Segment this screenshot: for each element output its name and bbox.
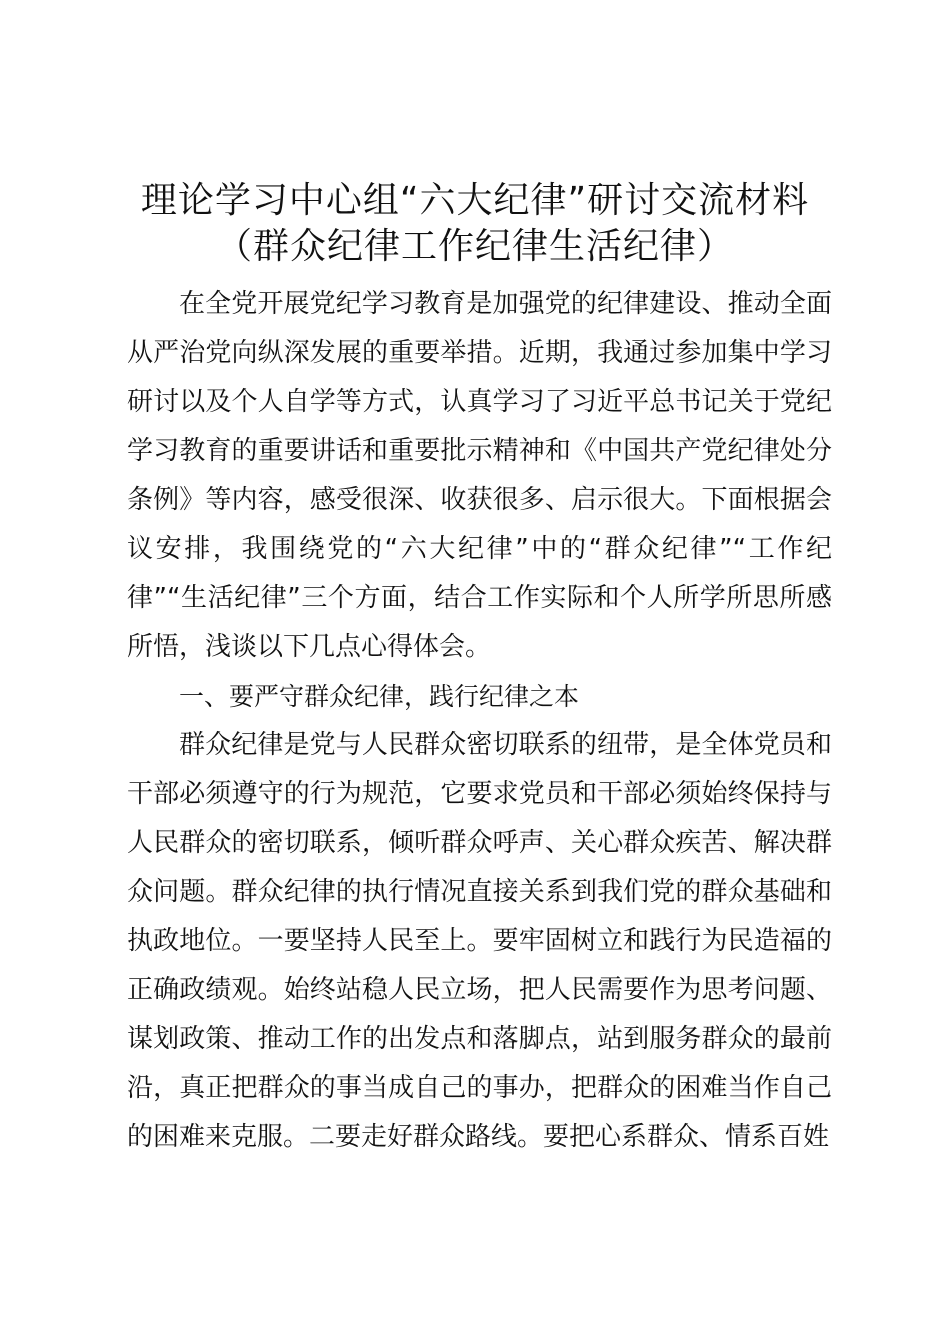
section-paragraph: 群众纪律是党与人民群众密切联系的纽带，是全体党员和干部必须遵守的行为规范，它要求党员和干部必须始终保持与人民群众的密切联系，倾听群众呼声、关心群众疾苦、解决群众问题。群众纪律的执行情况直接关系到我们党的群众基础和执政地位。一要坚持人民至上。要牢固树立和践行为民造福的正确政绩观。始终站稳人民立场，把人民需要作为思考问题、谋划政策、推动工作的出发点和落脚点，站到服务群众的最前沿，真正把群众的事当成自己的事办，把群众的困难当作自己的困难来克服。二要走好群众路线。要把心系群众、情系百姓: [127, 730, 832, 1152]
section-heading: 一、要严守群众纪律，践行纪律之本: [179, 682, 580, 711]
document-body: [127, 280, 832, 1162]
intro-paragraph: 在全党开展党纪学习教育是加强党的纪律建设、推动全面从严治党向纵深发展的重要举措。近期，我通过参加集中学习研讨以及个人自学等方式，认真学习了习近平总书记关于党纪学习教育的重要讲话和重要批示精神和《中国共产党纪律处分条例》等内容，感受很深、收获很多、启示很大。下面根据会议安排，我围绕党的“六大纪律”中的“群众纪律”“工作纪律”“生活纪律”三个方面，结合工作实际和个人所学所思所感所悟，浅谈以下几点心得体会。: [127, 289, 832, 662]
title-line-subtitle: （群众纪律工作纪律生活纪律）: [215, 226, 734, 267]
document-title: [110, 178, 840, 270]
title-line-main: 理论学习中心组“六大纪律”研讨交流材料: [140, 180, 810, 221]
